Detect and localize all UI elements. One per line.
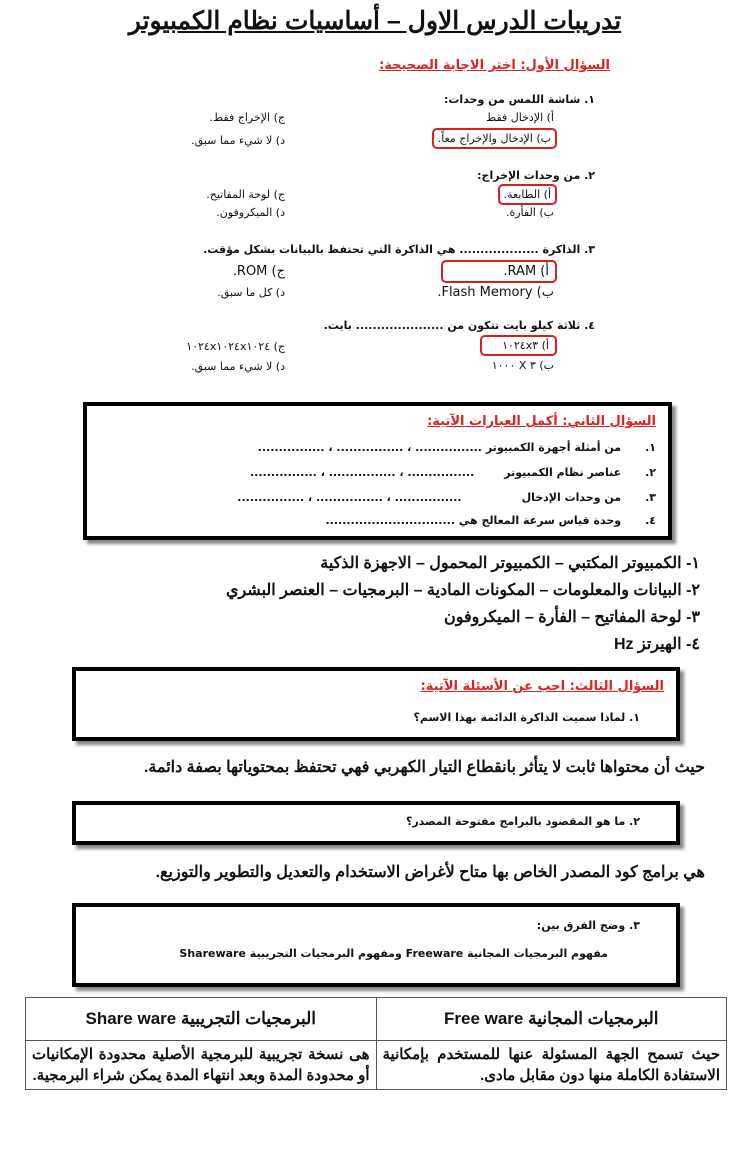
q2-box	[83, 402, 672, 540]
q1-item-1-option-b-correct: ب) الإدخال والإخراج معاً.	[432, 128, 557, 149]
q2-item-text: وحدة قياس سرعة المعالج هي	[458, 514, 622, 527]
q1-item-3-option-c: ج) ROM.	[232, 264, 285, 279]
q2-item-num: ٢.	[645, 466, 656, 479]
q3-question-3: ٣. وضح الفرق بين:	[536, 919, 640, 932]
q2-item-text: عناصر نظام الكمبيوتر	[504, 466, 622, 479]
q2-item-num: ٤.	[645, 514, 656, 527]
q2-item-3	[96, 491, 656, 504]
q3-question-2: ٢. ما هو المقصود بالبرامج مفتوحة المصدر؟	[405, 815, 640, 828]
q2-item-text: من أمثلة أجهزة الكمبيوتر	[485, 441, 622, 454]
q3-question-3-detail: مفهوم البرمجيات المجانية Freeware ومفهوم البرمجيات التجريبية Shareware	[179, 947, 608, 960]
table-cell-freeware: حيث تسمح الجهة المسئولة عنها للمستخدم بإمكانية الاستفادة الكاملة منها دون مقابل مادى.	[376, 1041, 727, 1090]
q2-answer-1: ١- الكمبيوتر المكتبي – الكمبيوتر المحمول – الاجهزة الذكية	[320, 555, 700, 572]
q1-item-2-option-b: ب) الفأرة.	[505, 206, 554, 219]
q3-box-3	[72, 903, 680, 987]
q2-item-4	[96, 514, 656, 527]
table-row	[26, 1041, 727, 1090]
q2-item-2	[96, 466, 656, 479]
q3-box-1	[72, 667, 680, 741]
q2-item-blank: ...............................	[325, 514, 456, 527]
q2-item-text: من وحدات الإدخال	[521, 491, 622, 504]
q1-item-4-option-a-correct: أ) ١٠٢٤x٣	[480, 335, 557, 356]
q1-item-3-question: ٣. الذاكرة ................... هي الذاكرة التي تحتفظ بالبيانات بشكل مؤقت.	[203, 243, 595, 256]
q1-item-1-option-c: ج) الإخراج فقط.	[209, 111, 285, 124]
comparison-table	[25, 997, 727, 1090]
q1-item-4-question: ٤. ثلاثة كيلو بايت تتكون من ..................... بايت.	[323, 319, 595, 332]
q1-item-2-option-a-correct: أ) الطابعة.	[498, 184, 557, 205]
q3-heading: السؤال الثالث: احب عن الأسئلة الآتية:	[420, 679, 664, 694]
q1-item-4-option-c: ج) ١٠٢٤x١٠٢٤x١٠٢٤	[186, 340, 285, 353]
q2-answer-2: ٢- البيانات والمعلومات – المكونات المادية – البرمجيات – العنصر البشري	[225, 582, 700, 599]
q2-item-1	[96, 441, 656, 454]
q3-answer-2: هي برامج كود المصدر الخاص بها متاح لأغراض الاستخدام والتعديل والتطوير والتوزيع.	[155, 864, 705, 881]
q2-item-blank: ................ ، ................ ، ................	[257, 441, 482, 454]
q1-item-3-option-a-correct: أ) RAM.	[441, 260, 557, 283]
page-title: تدريبات الدرس الاول – أساسيات نظام الكمبيوتر	[128, 7, 622, 35]
table-header-row	[26, 998, 727, 1041]
q1-item-4-option-b: ب) ٣ X ١٠٠٠	[491, 359, 554, 372]
q1-item-3-option-d: د) كل ما سبق.	[217, 286, 285, 299]
q3-answer-1: حيث أن محتواها ثابت لا يتأثر بانقطاع التيار الكهربي فهي تحتفظ بمحتوياتها بصفة دائمة.	[143, 759, 705, 776]
table-header-shareware: البرمجيات التجريبية Share ware	[26, 998, 377, 1041]
q3-question-1: ١. لماذا سميت الذاكرة الدائمة بهذا الاسم؟	[413, 711, 640, 724]
q2-answer-4: ٤- الهيرتز Hz	[613, 636, 700, 653]
q1-item-1-option-d: د) لا شيء مما سبق.	[191, 134, 285, 147]
q2-item-num: ١.	[645, 441, 656, 454]
q1-heading: السؤال الأول: اختر الاجابة الصحيحة:	[379, 58, 610, 73]
q1-item-1-option-a: أ) الإدخال فقط	[486, 111, 554, 124]
q1-item-2-question: ٢. من وحدات الإخراج:	[477, 169, 595, 182]
q2-heading: السؤال الثاني: أكمل العبارات الآتية:	[427, 414, 656, 429]
q2-item-blank: ................ ، ................ ، ................	[250, 466, 475, 479]
q2-item-blank: ................ ، ................ ، ................	[237, 491, 462, 504]
q2-answer-3: ٣- لوحة المفاتيح – الفأرة – الميكروفون	[444, 609, 700, 626]
q1-item-2-option-d: د) الميكروفون.	[216, 206, 285, 219]
q3-box-2	[72, 801, 680, 845]
q1-item-3-option-b: ب) Flash Memory.	[437, 285, 554, 300]
q1-item-1-question: ١. شاشة اللمس من وحدات:	[443, 93, 595, 106]
table-header-freeware: البرمجيات المجانية Free ware	[376, 998, 727, 1041]
table-cell-shareware: هى نسخة تجريبية للبرمجية الأصلية محدودة الإمكانيات أو محدودة المدة وبعد انتهاء المدة يمكن شراء البرمجية.	[26, 1041, 377, 1090]
q2-item-num: ٣.	[645, 491, 656, 504]
q1-item-2-option-c: ج) لوحة المفاتيح.	[206, 188, 285, 201]
q1-item-4-option-d: د) لا شيء مما سبق.	[191, 360, 285, 373]
